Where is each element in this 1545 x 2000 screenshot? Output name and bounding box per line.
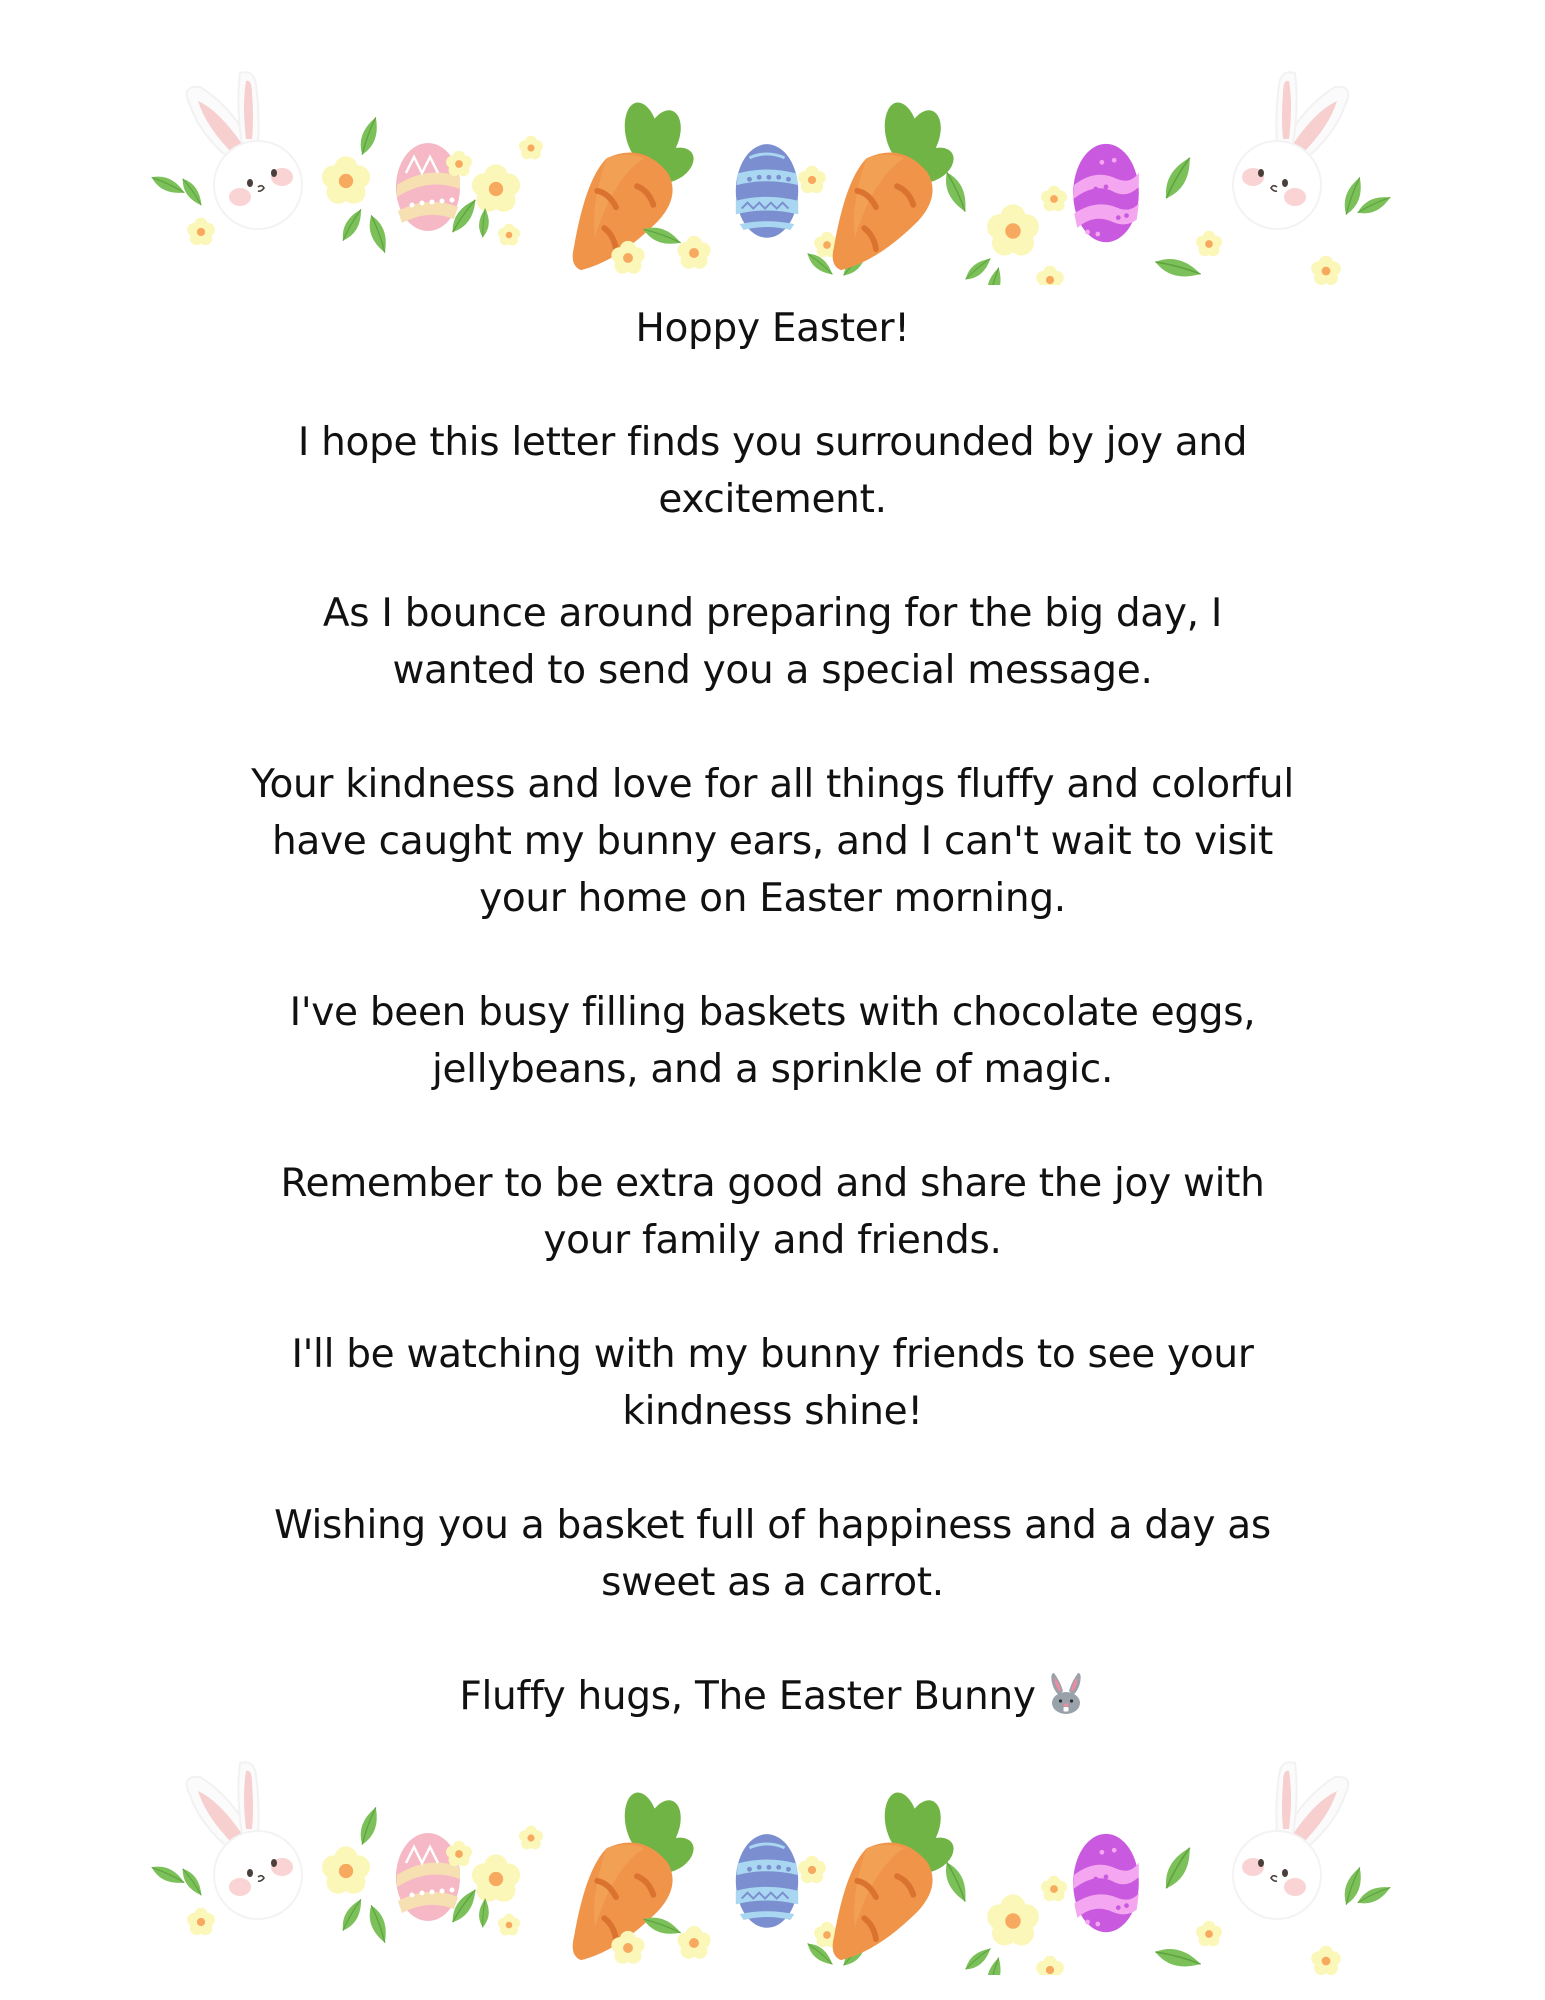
easter-border-illustration — [0, 1745, 1545, 1975]
easter-border-illustration — [0, 55, 1545, 285]
top-decorative-border — [0, 55, 1545, 285]
paragraph-6: I'll be watching with my bunny friends to see your kindness shine! — [291, 1332, 1254, 1434]
paragraph-5: Remember to be extra good and share the joy with your family and friends. — [280, 1161, 1265, 1263]
paragraph-4: I've been busy filling baskets with chocolate eggs, jellybeans, and a sprinkle of magic. — [289, 990, 1256, 1092]
signature: Fluffy hugs, The Easter Bunny — [459, 1674, 1036, 1719]
greeting: Hoppy Easter! — [635, 306, 910, 351]
letter-body — [0, 300, 1545, 1725]
signature-line — [233, 1668, 1313, 1725]
bottom-decorative-border — [0, 1745, 1545, 1975]
paragraph-3: Your kindness and love for all things fluffy and colorful have caught my bunny ears, and I can't wait to visit your home on Easter morning. — [251, 762, 1294, 921]
rabbit-face-icon — [1046, 1671, 1086, 1715]
paragraph-2: As I bounce around preparing for the big day, I wanted to send you a special message. — [322, 591, 1223, 693]
paragraph-7: Wishing you a basket full of happiness and a day as sweet as a carrot. — [274, 1503, 1271, 1605]
paragraph-1: I hope this letter finds you surrounded by joy and excitement. — [297, 420, 1248, 522]
